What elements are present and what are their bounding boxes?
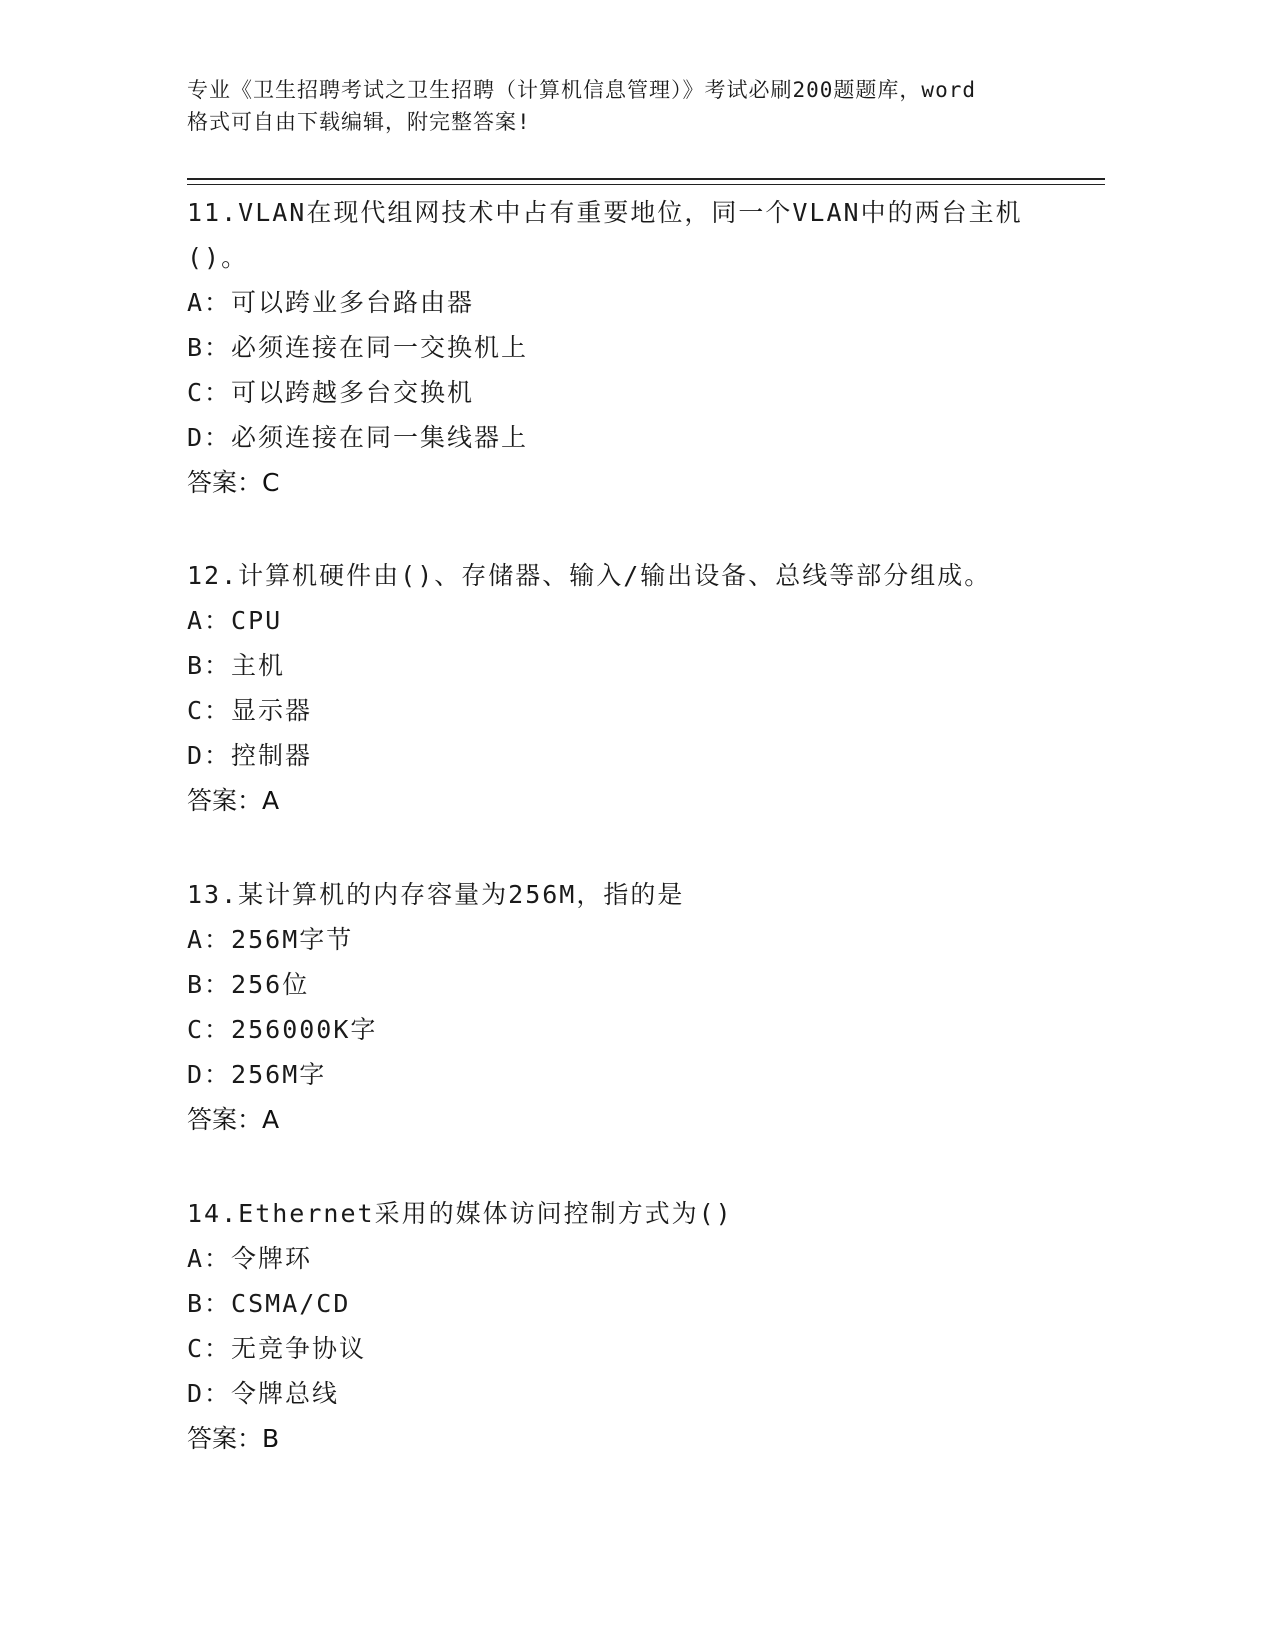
question-text: 13.某计算机的内存容量为256M，指的是 [187,880,685,909]
option-b: B：256位 [187,970,310,999]
header-line-2: 格式可自由下载编辑，附完整答案! [187,110,531,134]
answer: 答案：A [187,1105,280,1134]
option-c: C：256000K字 [187,1015,378,1044]
answer: 答案：C [187,468,280,497]
option-d: D：必须连接在同一集线器上 [187,423,529,452]
question-11 [187,190,1087,505]
option-d: D：256M字 [187,1060,327,1089]
option-d: D：控制器 [187,741,313,770]
answer: 答案：A [187,786,280,815]
answer: 答案：B [187,1424,280,1453]
header-line-1: 专业《卫生招聘考试之卫生招聘（计算机信息管理）》考试必刷200题题库，word [187,78,976,102]
option-b: B：CSMA/CD [187,1289,351,1318]
option-c: C：无竞争协议 [187,1334,367,1363]
option-b: B：主机 [187,651,286,680]
header-divider-thick [187,178,1105,180]
document-header [187,74,1087,138]
option-a: A：可以跨业多台路由器 [187,288,475,317]
header-divider-thin [187,184,1105,185]
option-a: A：令牌环 [187,1244,313,1273]
question-12 [187,553,1087,823]
option-a: A：CPU [187,606,283,635]
option-b: B：必须连接在同一交换机上 [187,333,529,362]
question-text: 11.VLAN在现代组网技术中占有重要地位，同一个VLAN中的两台主机 [187,198,1023,227]
option-d: D：令牌总线 [187,1379,340,1408]
question-text: 12.计算机硬件由()、存储器、输入/输出设备、总线等部分组成。 [187,561,992,590]
option-c: C：可以跨越多台交换机 [187,378,475,407]
question-13 [187,872,1087,1142]
question-text: 14.Ethernet采用的媒体访问控制方式为() [187,1199,733,1228]
question-14 [187,1191,1087,1461]
option-c: C：显示器 [187,696,313,725]
option-a: A：256M字节 [187,925,354,954]
question-text-continued: ()。 [187,243,249,272]
